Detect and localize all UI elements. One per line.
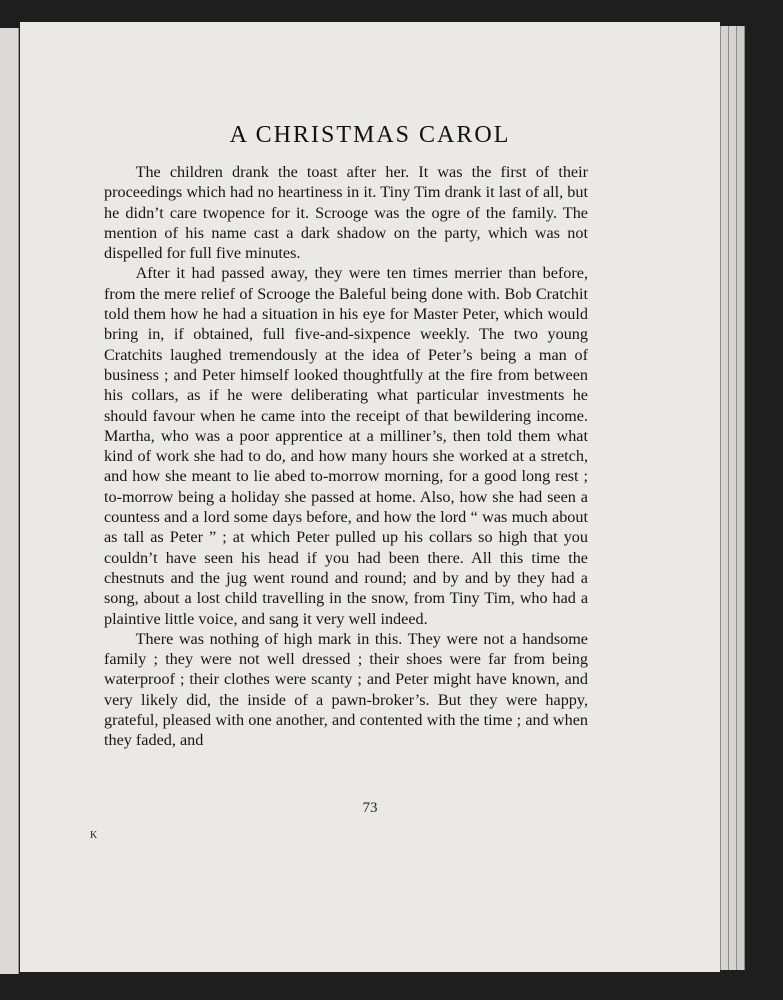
page-body-text bbox=[104, 162, 588, 751]
book-page bbox=[20, 22, 720, 972]
signature-mark: K bbox=[90, 830, 98, 841]
page-stack-edge bbox=[736, 26, 745, 970]
paragraph: The children drank the toast after her. It was the first of their proceedings which had no heartiness in it. Tiny Tim drank it last of all, but he didn’t care twopence for it. Scrooge was the ogre of the family. The mention of his name cast a dark shadow on the party, which was not dispelled for full five minutes. bbox=[104, 163, 588, 263]
paragraph: There was nothing of high mark in this. They were not a handsome family ; they were not well dressed ; their shoes were far from being waterproof ; their clothes were scanty ; and Peter might have known, and very likely did, the inside of a pawn-broker’s. But they were happy, grateful, pleased with one another, and contented with the time ; and when they faded, and bbox=[104, 629, 588, 750]
previous-page-edge bbox=[0, 28, 19, 974]
paragraph: After it had passed away, they were ten times merrier than before, from the mere relief of Scrooge the Baleful being done with. Bob Cratchit told them how he had a situation in his eye for Master Peter, which would bring in, if obtained, full five-and-sixpence weekly. The two young Cratchits laughed tremendously at the idea of Peter’s being a man of business ; and Peter himself looked thoughtfully at the fire from between his collars, as if he were deliberating what particular investments he should favour when he came into the receipt of that bewildering income. Martha, who was a poor apprentice at a milliner’s, then told them what kind of work she had to do, and how many hours she worked at a stretch, and how she meant to lie abed to-morrow morning, for a good long rest ; to-morrow being a holiday she passed at home. Also, how she had seen a countess and a lord some days before, and how the lord “ was much about as tall as Peter ” ; at which Peter pulled up his collars so high that you couldn’t have seen his head if you had been there. All this time the chestnuts and the jug went round and round; and by and by they had a song, about a lost child travelling in the snow, from Tiny Tim, who had a plaintive little voice, and sang it very well indeed. bbox=[104, 264, 588, 628]
running-head-title: A CHRISTMAS CAROL bbox=[229, 122, 511, 148]
page-number: 73 bbox=[362, 800, 378, 816]
